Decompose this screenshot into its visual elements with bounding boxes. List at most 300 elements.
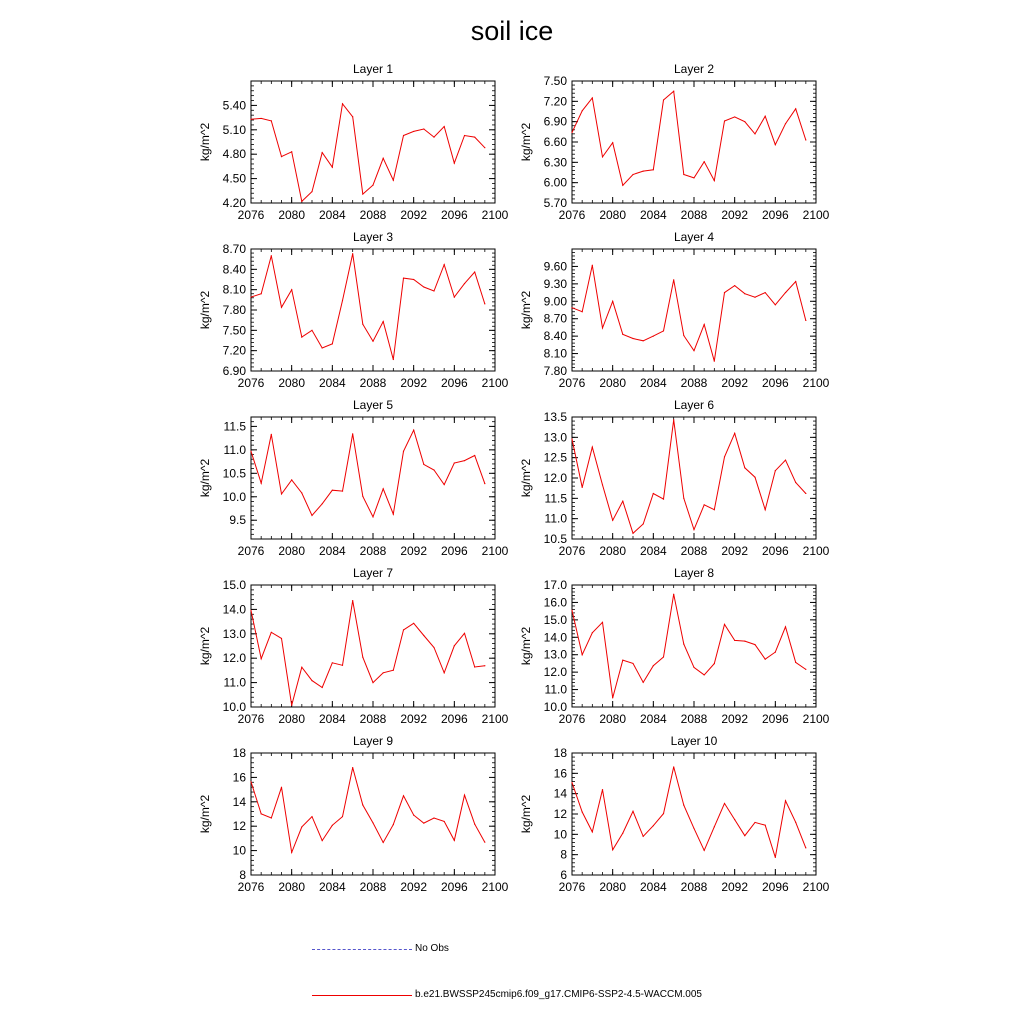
y-tick-label: 5.40	[222, 98, 246, 113]
data-point	[704, 674, 705, 675]
chart-panel-1	[198, 62, 509, 222]
x-tick-label: 2100	[802, 880, 830, 894]
data-point	[311, 680, 312, 681]
y-tick-label: 7.80	[543, 364, 567, 378]
series-line	[572, 594, 806, 698]
data-point	[444, 264, 445, 265]
panel-title: Layer 9	[352, 734, 394, 748]
data-point	[301, 201, 302, 202]
panel-title: Layer 2	[673, 62, 715, 76]
data-point	[474, 455, 475, 456]
x-tick-label: 2096	[440, 712, 468, 726]
data-point	[653, 493, 654, 494]
legend-model-line	[312, 995, 412, 996]
y-tick-label: 12.0	[222, 651, 246, 666]
y-tick-label: 10	[553, 827, 567, 842]
data-point	[261, 813, 262, 814]
data-point	[261, 118, 262, 119]
y-tick-label: 6	[560, 868, 567, 882]
data-point	[271, 434, 272, 435]
data-point	[592, 97, 593, 98]
data-point	[775, 652, 776, 653]
data-point	[805, 847, 806, 848]
plot-frame	[251, 753, 495, 875]
data-point	[592, 265, 593, 266]
y-tick-label: 5.70	[543, 196, 567, 210]
x-tick-label: 2084	[639, 376, 667, 390]
data-point	[714, 509, 715, 510]
series-line	[251, 768, 485, 853]
data-point	[342, 491, 343, 492]
x-tick-label: 2100	[481, 544, 509, 558]
data-point	[250, 119, 251, 120]
chart-panel-3	[198, 230, 509, 390]
data-point	[622, 833, 623, 834]
data-point	[484, 147, 485, 148]
chart-panel-10	[519, 734, 830, 894]
data-point	[724, 292, 725, 293]
data-point	[484, 842, 485, 843]
data-point	[464, 794, 465, 795]
data-point	[281, 638, 282, 639]
x-tick-label: 2080	[278, 208, 306, 222]
data-point	[332, 825, 333, 826]
x-tick-label: 2100	[481, 712, 509, 726]
data-point	[332, 490, 333, 491]
data-point	[301, 492, 302, 493]
data-point	[805, 669, 806, 670]
y-tick-label: 14.0	[222, 602, 246, 617]
data-point	[403, 629, 404, 630]
chart-panel-5	[198, 398, 509, 558]
data-point	[571, 307, 572, 308]
data-point	[484, 303, 485, 304]
data-point	[622, 185, 623, 186]
y-tick-label: 16	[553, 766, 567, 781]
y-axis-label: kg/m^2	[198, 290, 212, 330]
series-line	[251, 430, 485, 517]
data-point	[632, 174, 633, 175]
plot-frame	[572, 81, 816, 203]
x-tick-label: 2076	[237, 376, 265, 390]
legend-model-label: b.e21.BWSSP245cmip6.f09_g17.CMIP6-SSP2-4.5-WACCM.005	[415, 989, 702, 1000]
panel-title: Layer 8	[673, 566, 715, 580]
x-tick-label: 2084	[639, 880, 667, 894]
y-axis-label: kg/m^2	[519, 458, 533, 498]
y-tick-label: 9.60	[543, 259, 567, 274]
data-point	[433, 647, 434, 648]
x-tick-label: 2100	[481, 880, 509, 894]
data-point	[571, 132, 572, 133]
data-point	[393, 359, 394, 360]
x-tick-label: 2080	[278, 712, 306, 726]
plot-frame	[251, 585, 495, 707]
data-point	[342, 665, 343, 666]
data-point	[582, 311, 583, 312]
y-tick-label: 11.0	[544, 682, 567, 697]
data-point	[454, 840, 455, 841]
y-tick-label: 9.00	[543, 294, 567, 309]
x-tick-label: 2092	[400, 208, 428, 222]
x-tick-label: 2076	[558, 880, 586, 894]
data-point	[352, 253, 353, 254]
data-point	[765, 509, 766, 510]
y-tick-label: 14	[232, 794, 246, 809]
data-point	[372, 341, 373, 342]
chart-panel-6	[519, 398, 830, 558]
data-point	[653, 825, 654, 826]
data-point	[464, 460, 465, 461]
data-point	[724, 624, 725, 625]
x-tick-label: 2084	[639, 544, 667, 558]
data-point	[393, 180, 394, 181]
data-point	[362, 324, 363, 325]
y-tick-label: 11.5	[223, 419, 246, 434]
data-point	[413, 279, 414, 280]
data-point	[413, 430, 414, 431]
data-point	[311, 191, 312, 192]
x-tick-label: 2080	[599, 376, 627, 390]
data-point	[602, 156, 603, 157]
plot-frame	[572, 585, 816, 707]
data-point	[602, 789, 603, 790]
data-point	[704, 850, 705, 851]
y-tick-label: 11.0	[544, 511, 567, 526]
x-tick-label: 2084	[318, 376, 346, 390]
x-tick-label: 2080	[278, 544, 306, 558]
x-tick-label: 2092	[400, 544, 428, 558]
y-tick-label: 17.0	[543, 578, 567, 592]
x-tick-label: 2084	[318, 544, 346, 558]
data-point	[362, 804, 363, 805]
y-axis-label: kg/m^2	[198, 458, 212, 498]
series-line	[572, 767, 806, 858]
legend-no-obs-label: No Obs	[415, 943, 449, 954]
x-tick-label: 2088	[359, 376, 387, 390]
y-tick-label: 10.5	[222, 466, 246, 481]
y-tick-label: 7.80	[222, 303, 246, 317]
data-point	[744, 835, 745, 836]
x-tick-label: 2092	[721, 208, 749, 222]
data-point	[423, 464, 424, 465]
x-tick-label: 2088	[359, 880, 387, 894]
x-tick-label: 2100	[802, 376, 830, 390]
data-point	[805, 139, 806, 140]
data-point	[775, 304, 776, 305]
x-tick-label: 2084	[639, 208, 667, 222]
y-axis-label: kg/m^2	[519, 122, 533, 162]
data-point	[693, 177, 694, 178]
series-line	[251, 104, 485, 202]
x-tick-label: 2100	[802, 208, 830, 222]
data-point	[683, 498, 684, 499]
x-tick-label: 2080	[599, 544, 627, 558]
data-point	[393, 670, 394, 671]
x-tick-label: 2076	[237, 712, 265, 726]
y-tick-label: 8.70	[543, 311, 567, 326]
data-point	[663, 330, 664, 331]
x-tick-label: 2092	[721, 712, 749, 726]
y-tick-label: 13.0	[543, 647, 567, 662]
data-point	[311, 816, 312, 817]
data-point	[413, 131, 414, 132]
panel-title: Layer 10	[670, 734, 718, 748]
x-tick-label: 2076	[558, 712, 586, 726]
data-point	[795, 822, 796, 823]
data-point	[383, 672, 384, 673]
data-point	[281, 156, 282, 157]
y-tick-label: 8.10	[222, 282, 246, 297]
y-tick-label: 9.5	[229, 513, 246, 528]
y-tick-label: 6.00	[543, 175, 567, 190]
data-point	[311, 515, 312, 516]
data-point	[484, 483, 485, 484]
y-tick-label: 8	[239, 868, 246, 882]
data-point	[754, 822, 755, 823]
data-point	[281, 787, 282, 788]
y-tick-label: 7.20	[222, 343, 246, 358]
data-point	[612, 697, 613, 698]
data-point	[754, 297, 755, 298]
x-tick-label: 2076	[237, 208, 265, 222]
data-point	[352, 600, 353, 601]
data-point	[362, 657, 363, 658]
x-tick-label: 2080	[599, 880, 627, 894]
data-point	[301, 826, 302, 827]
data-point	[372, 516, 373, 517]
plot-frame	[572, 417, 816, 539]
x-tick-label: 2088	[359, 712, 387, 726]
series-line	[572, 265, 806, 361]
data-point	[765, 825, 766, 826]
data-point	[474, 666, 475, 667]
data-point	[765, 292, 766, 293]
data-point	[261, 293, 262, 294]
data-point	[250, 781, 251, 782]
y-tick-label: 15.0	[222, 578, 246, 592]
data-point	[484, 665, 485, 666]
y-tick-label: 6.90	[222, 364, 246, 378]
y-axis-label: kg/m^2	[519, 290, 533, 330]
data-point	[612, 849, 613, 850]
data-point	[372, 682, 373, 683]
data-point	[342, 300, 343, 301]
plot-frame	[572, 753, 816, 875]
panel-title: Layer 3	[352, 230, 394, 244]
data-point	[663, 813, 664, 814]
data-point	[734, 640, 735, 641]
data-point	[754, 644, 755, 645]
data-point	[571, 610, 572, 611]
data-point	[673, 766, 674, 767]
x-tick-label: 2096	[440, 208, 468, 222]
data-point	[765, 116, 766, 117]
x-tick-label: 2092	[721, 880, 749, 894]
data-point	[464, 633, 465, 634]
x-tick-label: 2080	[599, 208, 627, 222]
y-tick-label: 10.5	[543, 532, 567, 546]
x-tick-label: 2084	[639, 712, 667, 726]
data-point	[805, 320, 806, 321]
data-point	[734, 433, 735, 434]
x-tick-label: 2088	[680, 712, 708, 726]
data-point	[454, 163, 455, 164]
data-point	[693, 667, 694, 668]
series-line	[251, 254, 485, 360]
data-point	[622, 334, 623, 335]
data-point	[612, 301, 613, 302]
data-point	[775, 144, 776, 145]
data-point	[413, 814, 414, 815]
data-point	[704, 324, 705, 325]
data-point	[281, 307, 282, 308]
plot-frame	[572, 249, 816, 371]
series-line	[251, 601, 485, 706]
data-point	[592, 831, 593, 832]
data-point	[250, 451, 251, 452]
y-tick-label: 8	[560, 847, 567, 862]
x-tick-label: 2096	[440, 376, 468, 390]
data-point	[653, 665, 654, 666]
data-point	[423, 128, 424, 129]
y-tick-label: 18	[232, 746, 246, 760]
data-point	[632, 533, 633, 534]
data-point	[332, 167, 333, 168]
legend-no-obs-line	[312, 949, 412, 950]
data-point	[444, 484, 445, 485]
x-tick-label: 2080	[599, 712, 627, 726]
x-tick-label: 2088	[680, 544, 708, 558]
data-point	[342, 816, 343, 817]
x-tick-label: 2080	[278, 880, 306, 894]
x-tick-label: 2100	[802, 712, 830, 726]
x-tick-label: 2096	[761, 880, 789, 894]
chart-panel-9	[198, 734, 509, 894]
x-tick-label: 2100	[481, 208, 509, 222]
data-point	[714, 361, 715, 362]
data-point	[454, 645, 455, 646]
x-tick-label: 2096	[761, 208, 789, 222]
y-tick-label: 15.0	[543, 612, 567, 627]
data-point	[433, 469, 434, 470]
data-point	[754, 133, 755, 134]
data-point	[413, 623, 414, 624]
data-point	[433, 817, 434, 818]
x-tick-label: 2092	[721, 544, 749, 558]
chart-panel-2	[519, 62, 830, 222]
data-point	[291, 479, 292, 480]
data-point	[622, 501, 623, 502]
y-tick-label: 10.0	[543, 700, 567, 714]
y-tick-label: 6.30	[543, 155, 567, 170]
x-tick-label: 2096	[761, 376, 789, 390]
y-tick-label: 16	[232, 770, 246, 785]
data-point	[322, 687, 323, 688]
data-point	[734, 116, 735, 117]
data-point	[643, 523, 644, 524]
y-tick-label: 12.0	[543, 665, 567, 680]
data-point	[261, 658, 262, 659]
data-point	[403, 451, 404, 452]
data-point	[322, 152, 323, 153]
data-point	[403, 135, 404, 136]
data-point	[744, 293, 745, 294]
data-point	[464, 135, 465, 136]
x-tick-label: 2100	[802, 544, 830, 558]
data-point	[795, 281, 796, 282]
x-tick-label: 2076	[237, 544, 265, 558]
x-tick-label: 2092	[721, 376, 749, 390]
y-tick-label: 16.0	[543, 595, 567, 610]
data-point	[795, 662, 796, 663]
y-tick-label: 9.30	[543, 276, 567, 291]
data-point	[403, 278, 404, 279]
data-point	[653, 336, 654, 337]
y-tick-label: 11.0	[223, 675, 246, 690]
data-point	[403, 795, 404, 796]
data-point	[271, 632, 272, 633]
x-tick-label: 2096	[761, 544, 789, 558]
x-tick-label: 2080	[278, 376, 306, 390]
y-tick-label: 7.50	[543, 74, 567, 88]
data-point	[423, 823, 424, 824]
data-point	[643, 836, 644, 837]
data-point	[332, 662, 333, 663]
chart-panel-7	[198, 566, 509, 726]
data-point	[744, 121, 745, 122]
data-point	[785, 123, 786, 124]
data-point	[582, 811, 583, 812]
data-point	[673, 91, 674, 92]
x-tick-label: 2096	[440, 880, 468, 894]
data-point	[643, 171, 644, 172]
y-tick-label: 18	[553, 746, 567, 760]
data-point	[673, 419, 674, 420]
x-tick-label: 2088	[680, 376, 708, 390]
x-tick-label: 2096	[761, 712, 789, 726]
data-point	[352, 767, 353, 768]
data-point	[383, 488, 384, 489]
data-point	[632, 811, 633, 812]
data-point	[352, 116, 353, 117]
y-tick-label: 14	[553, 786, 567, 801]
data-point	[352, 433, 353, 434]
data-point	[291, 289, 292, 290]
data-point	[744, 467, 745, 468]
y-tick-label: 4.50	[222, 171, 246, 186]
y-tick-label: 8.10	[543, 346, 567, 361]
data-point	[693, 529, 694, 530]
x-tick-label: 2076	[237, 880, 265, 894]
data-point	[582, 110, 583, 111]
data-point	[383, 158, 384, 159]
data-point	[693, 350, 694, 351]
data-point	[474, 137, 475, 138]
panel-title: Layer 1	[352, 62, 394, 76]
data-point	[734, 819, 735, 820]
data-point	[632, 663, 633, 664]
data-point	[322, 347, 323, 348]
y-tick-label: 8.40	[543, 329, 567, 344]
data-point	[663, 99, 664, 100]
data-point	[704, 504, 705, 505]
data-point	[571, 438, 572, 439]
panel-title: Layer 7	[352, 566, 394, 580]
y-axis-label: kg/m^2	[519, 794, 533, 834]
x-tick-label: 2088	[680, 880, 708, 894]
data-point	[332, 343, 333, 344]
data-point	[393, 514, 394, 515]
